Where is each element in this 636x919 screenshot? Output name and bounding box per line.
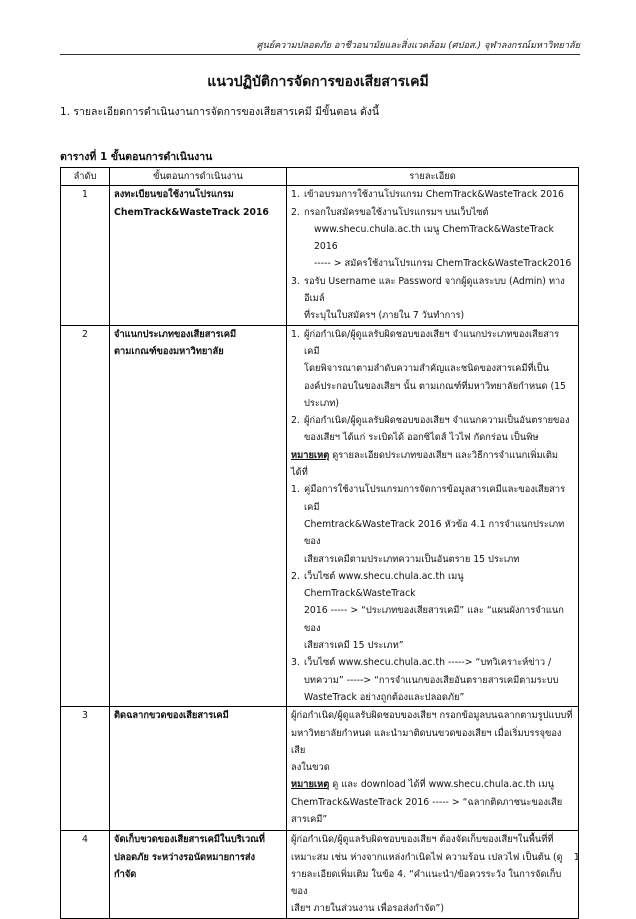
- section-heading: 1. รายละเอียดการดำเนินงานการจัดการของเสียสารเคมี มีขั้นตอน ดังนี้: [60, 106, 380, 118]
- item-number: [291, 255, 304, 272]
- item-number: 3.: [291, 657, 300, 669]
- list-item: [291, 637, 574, 654]
- step-name: [110, 325, 287, 707]
- item-number: [291, 551, 304, 568]
- item-number: [291, 516, 304, 551]
- note-text: ดู และ download ได้ที่ www.shecu.chula.ac.th เมนู: [332, 779, 554, 791]
- item-number: [291, 429, 304, 446]
- item-text: กรอกใบสมัครขอใช้งานโปรแกรมฯ บนเว็บไซต์: [304, 206, 489, 218]
- item-text: www.shecu.chula.ac.th เมนู ChemTrack&WasteTrack 2016: [314, 223, 554, 253]
- detail-line: เสียฯ ภายในส่วนงาน เพื่อรอส่งกำจัด”): [291, 903, 444, 915]
- item-number: 2.: [291, 206, 300, 218]
- step-line: ปลอดภัย ระหว่างรอนัดหมายการส่ง: [114, 851, 256, 863]
- col-header-detail: รายละเอียด: [287, 168, 579, 186]
- step-line: กำจัด: [114, 868, 137, 880]
- item-number: 2.: [291, 415, 300, 427]
- step-name: [110, 831, 287, 918]
- list-item: [291, 221, 574, 256]
- step-detail: [287, 186, 579, 325]
- item-number: [291, 637, 304, 654]
- table-caption: ตารางที่ 1 ขั้นตอนการดำเนินงาน: [60, 151, 213, 163]
- list-item: [291, 689, 574, 706]
- list-item: [291, 204, 574, 221]
- note-label: หมายเหตุ: [291, 449, 330, 461]
- item-text: เสียสารเคมี 15 ประเภท”: [304, 640, 404, 652]
- table-row: [61, 325, 579, 707]
- row-number: 1: [61, 186, 110, 325]
- detail-line: รายละเอียดเพิ่มเติม ในข้อ 4. “คำแนะนำ/ข้อควรระวัง ในการจัดเก็บของ: [291, 868, 562, 898]
- item-number: 1.: [291, 189, 300, 201]
- list-item: [291, 654, 574, 671]
- list-item: [291, 307, 574, 324]
- list-item: [291, 378, 574, 395]
- list-item: [291, 186, 574, 203]
- note-line: [291, 447, 574, 482]
- item-text: เว็บไซต์ www.shecu.chula.ac.th เมนู ChemTrack&WasteTrack: [304, 570, 464, 600]
- list-item: [291, 568, 574, 603]
- item-text: เข้าอบรมการใช้งานโปรแกรม ChemTrack&WasteTrack 2016: [304, 189, 564, 201]
- note-text: ดูรายละเอียดประเภทของเสียฯ และวิธีการจำแนกเพิ่มเติมได้ที่: [291, 449, 559, 479]
- item-text: คู่มือการใช้งานโปรแกรมการจัดการข้อมูลสารเคมีและของเสียสารเคมี: [304, 484, 566, 513]
- item-number: [291, 221, 304, 256]
- list-item: [291, 255, 574, 272]
- note-line: [291, 776, 574, 793]
- item-number: [291, 672, 304, 689]
- step-detail: [287, 707, 579, 831]
- list-item: [291, 481, 574, 516]
- list-item: [291, 273, 574, 308]
- item-number: 1.: [291, 484, 300, 496]
- item-text: ผู้ก่อกำเนิด/ผู้ดูแลรับผิดชอบของเสียฯ จำแนกประเภทของเสียสารเคมี: [304, 328, 560, 357]
- detail-line: มหาวิทยาลัยกำหนด และนำมาติดบนขวดของเสียฯ เมื่อเริ่มบรรจุของเสีย: [291, 727, 562, 756]
- item-text: บทความ” -----> “การจำแนกของเสียอันตรายสารเคมีตามระบบ: [304, 674, 559, 686]
- list-item: [291, 602, 574, 637]
- header-rule: [60, 54, 580, 55]
- item-text: Chemtrack&WasteTrack 2016 หัวข้อ 4.1 การจำแนกประเภทของ: [304, 518, 565, 548]
- item-text: องค์ประกอบในของเสียฯ นั้น ตามเกณฑ์ที่มหาวิทยาลัยกำหนด (15: [304, 380, 566, 392]
- item-number: 3.: [291, 275, 300, 287]
- list-item: [291, 672, 574, 689]
- detail-line: ผู้ก่อกำเนิด/ผู้ดูแลรับผิดชอบของเสียฯ กรอกข้อมูลบนฉลากตามรูปแบบที่: [291, 710, 573, 722]
- detail-line: ลงในขวด: [291, 762, 330, 774]
- page-number: 1: [573, 852, 580, 863]
- item-text: WasteTrack อย่างถูกต้องและปลอดภัย”: [304, 691, 465, 703]
- item-text: เสียสารเคมีตามประเภทความเป็นอันตราย 15 ประเภท: [304, 553, 520, 565]
- item-number: [291, 360, 304, 377]
- step-line: จัดเก็บขวดของเสียสารเคมีในบริเวณที่: [114, 834, 265, 846]
- item-text: ประเภท): [304, 397, 339, 409]
- item-number: [291, 689, 304, 706]
- step-line: ลงทะเบียนขอใช้งานโปรแกรม: [114, 189, 234, 201]
- list-item: [291, 429, 574, 446]
- list-item: [291, 326, 574, 361]
- item-number: [291, 395, 304, 412]
- table-header-row: [61, 168, 579, 186]
- table-row: [61, 831, 579, 918]
- step-line: ChemTrack&WasteTrack 2016: [114, 206, 269, 218]
- list-item: [291, 551, 574, 568]
- list-item: [291, 360, 574, 377]
- step-line: จำแนกประเภทของเสียสารเคมี: [114, 328, 237, 340]
- item-text: ผู้ก่อกำเนิด/ผู้ดูแลรับผิดชอบของเสียฯ จำแนกความเป็นอันตรายของ: [304, 415, 570, 427]
- step-name: [110, 707, 287, 831]
- running-header: ศูนย์ความปลอดภัย อาชีวอนามัยและสิ่งแวดล้อม (ศปอส.) จุฬาลงกรณ์มหาวิทยาลัย: [256, 40, 580, 51]
- item-text: ของเสียฯ ได้แก่ ระเบิดได้ ออกซิไดส์ ไวไฟ กัดกร่อน เป็นพิษ: [304, 432, 539, 444]
- item-text: รอรับ Username และ Password จากผู้ดูแลระบบ (Admin) ทางอีเมล์: [304, 275, 565, 305]
- list-item: [291, 412, 574, 429]
- step-detail: [287, 325, 579, 707]
- row-number: 4: [61, 831, 110, 918]
- list-item: [291, 516, 574, 551]
- row-number: 2: [61, 325, 110, 707]
- step-name: [110, 186, 287, 325]
- detail-line: เหมาะสม เช่น ห่างจากแหล่งกำเนิดไฟ ความร้อน เปลวไฟ เป็นต้น (ดู: [291, 851, 563, 863]
- item-text: เว็บไซต์ www.shecu.chula.ac.th -----> “บทวิเคราะห์ข่าว /: [304, 657, 552, 669]
- item-number: [291, 602, 304, 637]
- item-text: ที่ระบุในใบสมัครฯ (ภายใน 7 วันทำการ): [304, 310, 465, 322]
- item-text: ----- > สมัครใช้งานโปรแกรม ChemTrack&WasteTrack2016: [314, 258, 572, 270]
- item-text: 2016 ----- > “ประเภทของเสียสารเคมี” และ “แผนผังการจำแนกของ: [304, 605, 564, 634]
- item-number: [291, 307, 304, 324]
- item-text: โดยพิจารณาตามลำดับความสำคัญและชนิดของสารเคมีที่เป็น: [304, 363, 550, 375]
- detail-line: ChemTrack&WasteTrack 2016 ----- > “ฉลากติดภาชนะของเสีย: [291, 796, 563, 808]
- steps-table: [60, 167, 579, 919]
- item-number: 2.: [291, 570, 300, 582]
- item-number: 1.: [291, 328, 300, 340]
- col-header-order: ลำดับ: [61, 168, 110, 186]
- col-header-step: ขั้นตอนการดำเนินงาน: [110, 168, 287, 186]
- step-line: ตามเกณฑ์ของมหาวิทยาลัย: [114, 345, 224, 357]
- document-title: แนวปฏิบัติการจัดการของเสียสารเคมี: [207, 74, 429, 90]
- list-item: [291, 395, 574, 412]
- table-row: [61, 707, 579, 831]
- note-label: หมายเหตุ: [291, 779, 330, 791]
- detail-line: ผู้ก่อกำเนิด/ผู้ดูแลรับผิดชอบของเสียฯ ต้องจัดเก็บของเสียฯในพื้นที่ที่: [291, 834, 554, 846]
- row-number: 3: [61, 707, 110, 831]
- step-detail: [287, 831, 579, 918]
- item-number: [291, 378, 304, 395]
- table-row: [61, 186, 579, 325]
- step-line: ติดฉลากขวดของเสียสารเคมี: [114, 710, 229, 722]
- detail-line: สารเคมี”: [291, 813, 328, 825]
